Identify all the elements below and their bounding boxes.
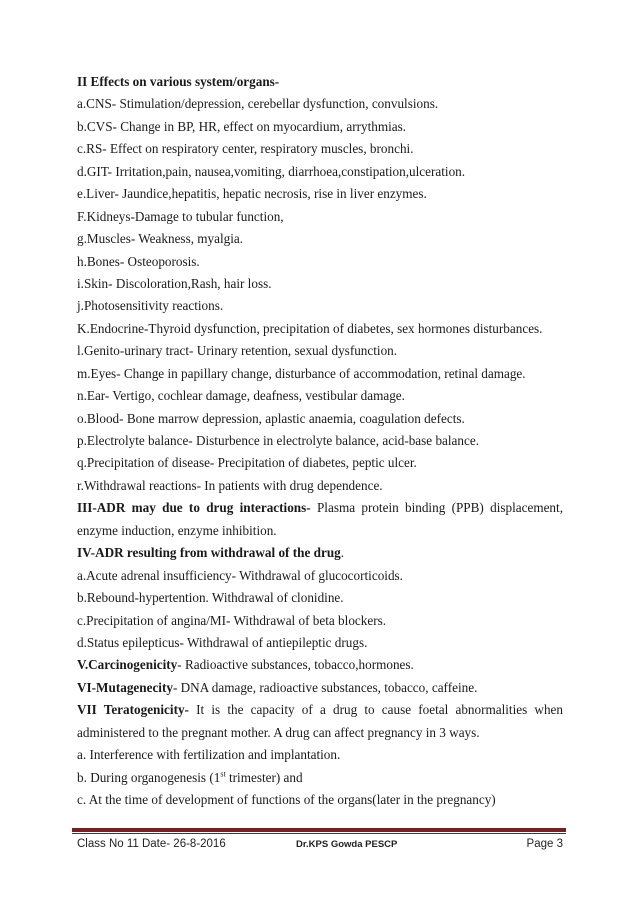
heading-body-text: It is the capacity of a drug to cause foetal abnormalities when [188,702,563,718]
section-heading-withdrawal [77,545,563,560]
footer-rule-thick [72,828,566,832]
heading-bold-text: VII Teratogenicity- [77,702,189,718]
section-heading-interactions [77,500,563,515]
heading-body-text: - DNA damage, radioactive substances, tobacco, caffeine. [172,679,478,695]
list-item: d.Status epilepticus- Withdrawal of antiepileptic drugs. [77,634,368,650]
heading-body-text: . [340,545,345,561]
heading-body-text: Plasma protein binding (PPB) displacement, [310,500,563,516]
list-item: c.Precipitation of angina/MI- Withdrawal of beta blockers. [77,612,387,628]
list-item: m.Eyes- Change in papillary change, disturbance of accommodation, retinal damage. [77,365,526,381]
heading-bold-text: III-ADR may due to drug interactions- [77,500,311,516]
superscript: st [220,769,226,779]
heading-bold-text: IV-ADR resulting from withdrawal of the drug [77,545,341,561]
paragraph-continuation: enzyme induction, enzyme inhibition. [77,522,277,538]
section-heading-teratogenicity [77,702,563,717]
footer-class-date: Class No 11 Date- 26-8-2016 [77,838,226,850]
list-item: c. At the time of development of functions of the organs(later in the pregnancy) [77,792,496,807]
list-item: r.Withdrawal reactions- In patients with drug dependence. [77,477,383,493]
footer-author: Dr.KPS Gowda PESCP [296,839,398,850]
list-item: a.CNS- Stimulation/depression, cerebellar dysfunction, convulsions. [77,96,439,112]
list-item-text: trimester) and [225,769,303,785]
paragraph-continuation: administered to the pregnant mother. A drug can affect pregnancy in 3 ways. [77,724,480,740]
list-item: i.Skin- Discoloration,Rash, hair loss. [77,275,272,291]
list-item: F.Kidneys-Damage to tubular function, [77,208,284,224]
list-item: a.Acute adrenal insufficiency- Withdrawal of glucocorticoids. [77,567,403,583]
heading-body-text: - Radioactive substances, tobacco,hormones. [177,657,414,673]
list-item: c.RS- Effect on respiratory center, respiratory muscles, bronchi. [77,141,414,157]
list-item: K.Endocrine-Thyroid dysfunction, precipitation of diabetes, sex hormones disturbances. [77,320,543,336]
page-content [77,74,563,814]
section-heading-mutagenecity [77,680,563,695]
list-item: n.Ear- Vertigo, cochlear damage, deafness, vestibular damage. [77,388,405,404]
heading-bold-text: V.Carcinogenicity [77,657,178,673]
list-item: j.Photosensitivity reactions. [77,298,224,314]
page-footer [77,838,563,856]
section-heading-effects: II Effects on various system/organs- [77,74,280,89]
list-item: o.Blood- Bone marrow depression, aplastic anaemia, coagulation defects. [77,410,465,426]
list-item [77,770,563,785]
list-item-text: b. During organogenesis (1 [77,769,221,785]
footer-rule-thin [72,833,566,834]
heading-bold-text: VI-Mutagenecity [77,679,173,695]
section-heading-carcinogenicity [77,657,563,672]
list-item: q.Precipitation of disease- Precipitation of diabetes, peptic ulcer. [77,455,417,471]
list-item: d.GIT- Irritation,pain, nausea,vomiting, diarrhoea,constipation,ulceration. [77,163,466,179]
list-item: g.Muscles- Weakness, myalgia. [77,231,244,247]
footer-page-number: Page 3 [526,838,563,850]
list-item: b.Rebound-hypertention. Withdrawal of clonidine. [77,590,344,606]
list-item: a. Interference with fertilization and implantation. [77,747,341,763]
list-item: b.CVS- Change in BP, HR, effect on myocardium, arrythmias. [77,118,407,134]
list-item: e.Liver- Jaundice,hepatitis, hepatic necrosis, rise in liver enzymes. [77,186,427,202]
list-item: h.Bones- Osteoporosis. [77,253,200,269]
list-item: p.Electrolyte balance- Disturbence in electrolyte balance, acid-base balance. [77,433,480,448]
list-item: l.Genito-urinary tract- Urinary retention, sexual dysfunction. [77,343,398,359]
